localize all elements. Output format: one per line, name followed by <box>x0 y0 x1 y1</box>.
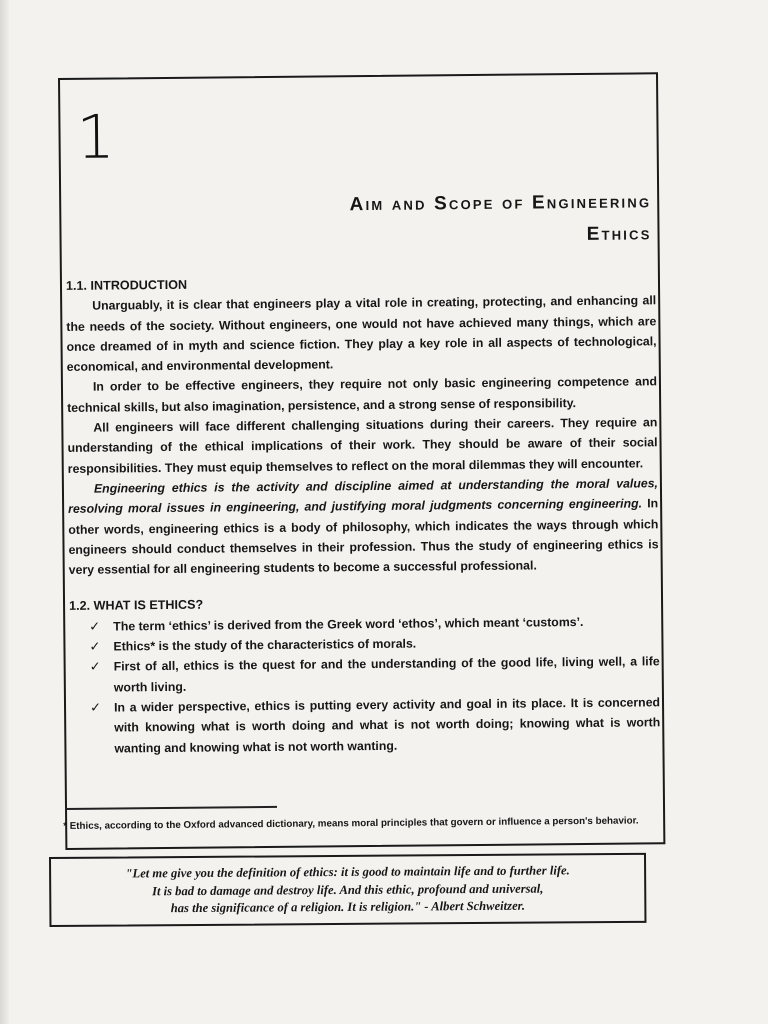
quote-box <box>49 853 646 927</box>
footnote: * Ethics, according to the Oxford advanced dictionary, means moral principles that govern or influence a person's behavior. <box>63 815 639 832</box>
definition-italic: Engineering ethics is the activity and discipline aimed at understanding the moral values, resolving moral issues in engineering, and justifying moral judgments concerning engineering. <box>68 476 658 517</box>
list-item <box>90 652 660 698</box>
section-heading-what-is-ethics: 1.2. WHAT IS ETHICS? <box>69 598 204 614</box>
check-icon: ✓ <box>89 699 102 715</box>
intro-paragraph-3: All engineers will face different challenging situations during their careers. They require an understanding of the ethical implications of their work. They should be aware of their social responsibilities. They must equip themselves to reflect on the moral dilemmas they will encounter. <box>67 415 658 476</box>
intro-paragraph-1: Unarguably, it is clear that engineers play a vital role in creating, protecting, and enhancing all the needs of the society. Without engineers, one would not have achieved many things, which are once dreamed of in myth and science fiction. They play a key role in all aspects of technological, economical, and environmental development. <box>66 293 657 375</box>
check-icon: ✓ <box>89 618 101 634</box>
definition-paragraph <box>68 473 659 580</box>
chapter-content <box>66 270 661 758</box>
footnote-rule <box>65 806 277 810</box>
chapter-frame <box>58 72 665 850</box>
check-icon: ✓ <box>89 638 101 654</box>
quote-line-1: "Let me give you the definition of ethics: it is good to maintain life and to further life. <box>125 863 570 881</box>
section-heading-introduction: 1.1. INTRODUCTION <box>65 277 188 293</box>
chapter-title-line-2: Ethics <box>586 223 652 245</box>
definition-rest: In other words, engineering ethics is a body of philosophy, which indicates the ways through which engineers should conduct themselves in their profession. Thus the study of engineering ethics is very essential for all engineering students to become a successful professional. <box>68 496 659 578</box>
chapter-number: 1 <box>76 102 116 173</box>
quote-line-2: It is bad to damage and destroy life. And this ethic, profound and universal, <box>151 881 544 898</box>
intro-paragraph-2: In order to be effective engineers, they require not only basic engineering competence and technical skills, but also imagination, persistence, and a strong sense of responsibility. <box>67 374 658 415</box>
list-item <box>90 692 661 758</box>
page-edge <box>0 0 9 1024</box>
ethics-checklist <box>69 611 660 759</box>
check-icon: ✓ <box>89 658 101 675</box>
list-item-text: In a wider perspective, ethics is putting every activity and goal in its place. It is concerned with knowing what is worth doing and what is not worth doing; knowing what is worth wanting and knowing what is not worth wanting. <box>113 695 661 756</box>
chapter-title-line-1: Aim and Scope of Engineering <box>349 191 652 216</box>
chapter-title <box>131 186 652 255</box>
quote-line-3: has the significance of a religion. It is religion." - Albert Schweitzer. <box>170 898 526 916</box>
list-item-text: The term ‘ethics’ is derived from the Greek word ‘ethos’, which meant ‘customs’. <box>113 614 584 634</box>
list-item-text: Ethics* is the study of the characteristics of morals. <box>113 636 417 654</box>
list-item-text: First of all, ethics is the quest for and the understanding of the good life, living well, a life worth living. <box>113 654 660 695</box>
